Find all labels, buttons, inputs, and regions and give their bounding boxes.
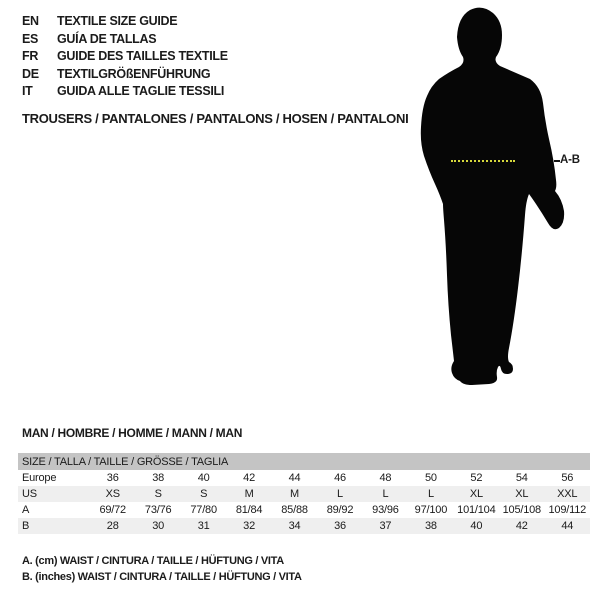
waist-measure-dotted-line [451,160,515,162]
waist-measure-label: A-B [560,154,580,166]
size-cell: 42 [515,520,528,532]
gender-title: MAN / HOMBRE / HOMME / MANN / MAN [22,426,243,440]
size-cell: XL [469,488,483,500]
language-title: GUIDE DES TAILLES TEXTILE [57,49,228,64]
footnote-a: A. (cm) WAIST / CINTURA / TAILLE / HÜFTUNG / VITA [22,555,284,567]
size-cell: M [290,488,300,500]
size-cell: 37 [379,520,392,532]
category-title: TROUSERS / PANTALONES / PANTALONS / HOSEN / PANTALONI [22,111,409,126]
language-list [22,13,228,101]
size-cell: 34 [288,520,301,532]
size-cell: XS [105,488,120,500]
man-silhouette-figure [390,0,600,410]
size-cell: 32 [243,520,255,532]
language-code: ES [22,31,39,46]
size-cell: 69/72 [99,504,126,516]
language-code: DE [22,66,39,81]
language-code: IT [22,84,33,99]
size-cell: S [154,488,162,500]
size-cell: 93/96 [372,504,399,516]
language-title: TEXTILGRÖßENFÜHRUNG [57,66,211,81]
size-cell: 81/84 [235,504,263,516]
language-title: TEXTILE SIZE GUIDE [57,14,178,28]
size-cell: 109/112 [548,504,587,516]
size-cell: L [337,488,343,500]
size-cell: 38 [152,472,165,484]
size-table [18,453,590,534]
language-code: FR [22,49,39,64]
size-cell: 42 [243,472,255,484]
table-row [18,518,590,534]
size-cell: 36 [334,520,346,532]
size-cell: 38 [424,520,437,532]
size-cell: S [200,488,208,500]
language-title: GUÍA DE TALLAS [57,31,157,46]
size-cell: 77/80 [190,504,217,516]
language-title: GUIDA ALLE TAGLIE TESSILI [57,84,225,99]
size-cell: M [244,488,254,500]
table-row [18,502,590,518]
size-cell: 52 [470,472,483,484]
size-cell: 36 [106,472,119,484]
size-cell: 50 [424,472,437,484]
size-cell: 31 [197,520,210,532]
size-cell: 105/108 [502,504,541,516]
size-cell: L [382,488,389,500]
size-cell: XXL [557,488,578,500]
size-cell: 28 [106,520,119,532]
size-cell: 85/88 [281,504,308,516]
size-cell: 89/92 [326,504,354,516]
size-cell: L [427,488,434,500]
footnote-b: B. (inches) WAIST / CINTURA / TAILLE / HÜFTUNG / VITA [22,570,302,583]
language-code: EN [22,14,39,28]
row-label: A [22,504,30,516]
size-cell: 40 [197,472,210,484]
size-cell: XL [515,488,529,500]
row-label: Europe [22,472,57,484]
size-cell: 73/76 [144,504,172,516]
size-table-header: SIZE / TALLA / TAILLE / GRÖSSE / TAGLIA [18,453,590,470]
row-label: B [22,520,30,532]
size-cell: 54 [515,472,528,484]
table-row [18,486,590,502]
size-cell: 44 [288,472,301,484]
size-cell: 101/104 [457,504,496,516]
size-cell: 40 [470,520,483,532]
size-cell: 30 [152,520,165,532]
size-cell: 46 [334,472,346,484]
size-cell: 48 [379,472,392,484]
size-cell: 44 [561,520,574,532]
footnotes [22,554,302,586]
table-row [18,470,590,486]
size-table-body [18,470,590,534]
size-cell: 97/100 [414,504,448,516]
size-cell: 56 [561,472,574,484]
row-label: US [22,488,37,500]
